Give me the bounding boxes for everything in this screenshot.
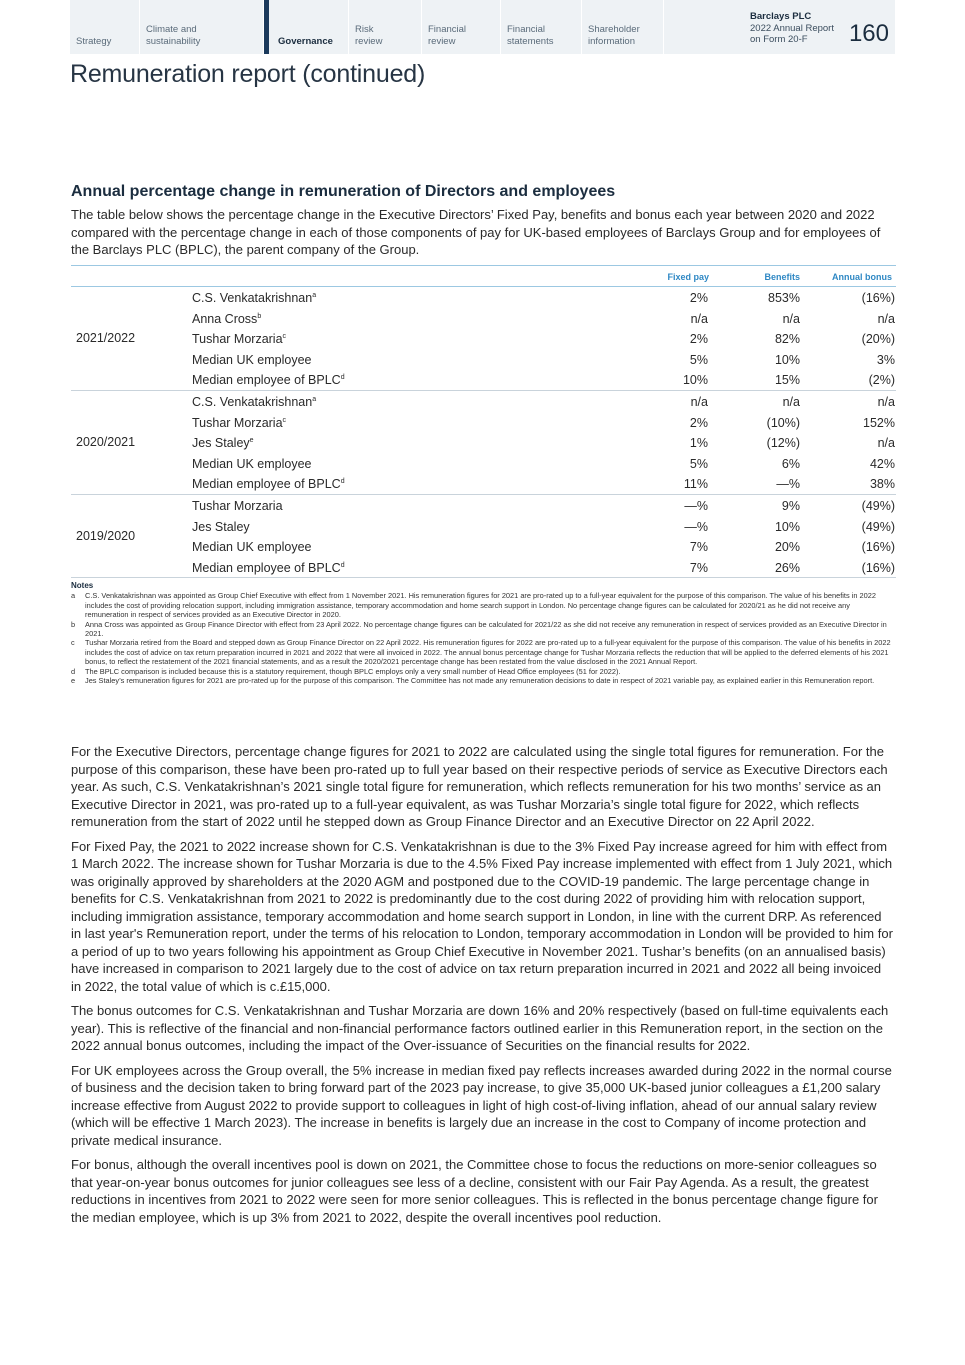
benefits-value: 853% [768,291,800,305]
row-name: C.S. Venkatakrishnan$^a$ [192,291,317,305]
body-text [71,743,893,1233]
benefits-value: 20% [774,540,800,555]
table-row [71,349,896,370]
header-benefits: Benefits [764,272,800,282]
top-navigation [70,0,895,54]
row-name: Median employee of BPLC$^d$ [192,373,345,388]
nav-tab-strategy[interactable]: Strategy [70,0,140,54]
row-name: Median employee of BPLC$^d$ [192,477,345,492]
note-ref: a [312,291,317,299]
table-row [71,432,896,453]
nav-tab-governance[interactable]: Governance [264,0,349,54]
benefits-value: 9% [781,498,800,513]
report-brand [750,11,834,46]
note-ref: d [340,374,345,382]
annual-bonus-value: n/a [877,394,895,409]
benefits-value: 26% [774,560,800,575]
note-text: Tushar Morzaria retired from the Board and stepped down as Group Finance Director on 22 April 2022. His remuneration figures for 2022 are pro-rated up to a full-year equivalent for the purpose of this comparison. The value of his benefits in 2022 includes the cost of advice on tax return preparation incurred in 2021 and 2022 that were all invoiced in 2022. The annual bonus percentage change for Tushar Morzaria reflects the reduction that will be applied to the deferred elements of his 2021 bonus, to reflect the restatement of the 2021 financial statements, and as a result the 2020/2021 percentage change has been restated from the value disclosed in the 2021 Annual Report. [85,638,891,667]
annual-bonus-value: (16%) [861,560,895,575]
section-intro: The table below shows the percentage change in the Executive Directors’ Fixed Pay, benefits and bonus each year between 2020 and 2022 compared with the percentage change in each of those components of pay for UK-based employees of Barclays Group and for employees of the Barclays PLC (BPLC), the parent company of the Group. [71,207,881,257]
note-letter: d [71,666,76,676]
body-paragraph: For Fixed Pay, the 2021 to 2022 increase shown for C.S. Venkatakrishnan is due to the 3% Fixed Pay increase agreed for him with effect from 1 March 2022. The increase shown for Tushar Morzaria is due to the 4.5% Fixed Pay increase implemented with effect from 1 July 2021, which was originally approved by shareholders at the 2020 AGM and postponed due to the COVID-19 pandemic. The large percentage change in benefits for C.S. Venkatakrishnan from 2021 to 2022 is predominantly due to the cost during 2022 of providing him with relocation support, including immigration assistance, temporary accommodation and home search support in London, in line with the current DRP. As referenced in last year's Remuneration report, under the terms of his relocation to London, temporary accommodation in London will be provided to him for a period of up to two years following his appointment as Group Chief Executive in November 2021. Tushar’s benefits (on an annualised basis) have increased in comparison to 2021 largely due to the cost of advice on tax return preparation incurred in 2021 and 2022 all being invoiced in 2022, the total value of which is c.£15,000. [71,838,893,994]
row-name: Tushar Morzaria [192,498,283,513]
row-name: C.S. Venkatakrishnan$^a$ [192,394,317,409]
annual-bonus-value: (16%) [861,291,895,305]
table-row [71,308,896,329]
group-year: 2021/2022 [76,331,136,346]
annual-bonus-value: n/a [877,436,895,451]
benefits-value: (12%) [766,436,800,451]
annual-bonus-value: (49%) [861,498,895,513]
annual-bonus-value: (16%) [861,540,895,555]
benefits-value: 82% [774,332,800,347]
notes-section [71,581,893,685]
note-ref: b [257,312,262,320]
fixed-pay-value: 1% [689,436,708,451]
page-title: Remuneration report (continued) [70,60,426,88]
table-row [71,453,896,474]
annual-bonus-value: (20%) [861,332,895,347]
note-letter: b [71,619,76,629]
table-row [71,391,896,412]
note-ref: d [340,561,345,569]
fixed-pay-value: —% [684,498,708,513]
fixed-pay-value: 2% [689,415,708,430]
page-number: 160 [848,20,889,47]
row-name: Tushar Morzaria$^c$ [192,415,287,430]
note-ref: c [282,416,287,424]
note-text: The BPLC comparison is included because this is a statutory requirement, though BPLC employs only a very small number of Head Office employees (51 for 2022). [85,666,621,676]
fixed-pay-value: 11% [683,477,708,492]
table-group [71,494,896,578]
nav-tab-shareholder-information[interactable]: Shareholder information [582,0,664,54]
group-year: 2020/2021 [76,435,136,450]
note-item [71,591,893,619]
benefits-value: 10% [774,519,800,534]
table-row [71,557,896,578]
nav-tab-financial-review[interactable]: Financial review [422,0,501,54]
note-text: Jes Staley’s remuneration figures for 2021 are pro-rated up for the purpose of this comparison. The Committee has not made any remuneration decisions to date in respect of 2021 variable pay, as explained earlier in this Remuneration report. [85,676,875,686]
fixed-pay-value: 2% [689,291,708,305]
section-heading: Annual percentage change in remuneration of Directors and employees [71,183,616,200]
note-text: C.S. Venkatakrishnan was appointed as Group Chief Executive with effect from 1 November 2021. His remuneration figures for 2021 are pro-rated up to a full-year equivalent for the purpose of this comparison. The value of his benefits in 2022 includes the cost of providing relocation support, including immigration assistance, temporary accommodation and home search support in London. No percentage change figures can be calculated for 2020/21 as he did not receive any remuneration in respect of services provided as an Executive Director in 2020. [85,591,876,620]
benefits-value: 6% [781,456,800,471]
benefits-value: 15% [774,373,800,388]
notes-title: Notes [71,581,94,590]
percentage-change-table [71,265,896,578]
table-row [71,412,896,433]
note-ref: c [282,333,287,341]
annual-bonus-value: (49%) [861,519,895,534]
table-group [71,390,896,494]
report-line-1: 2022 Annual Report [750,22,834,34]
table-header [71,266,896,286]
note-ref: e [249,437,254,444]
annual-bonus-value: 38% [869,477,895,492]
annual-bonus-value: 42% [869,456,895,471]
benefits-value: 10% [774,352,800,367]
row-name: Anna Cross$^b$ [192,311,262,326]
fixed-pay-value: 10% [682,373,708,388]
body-paragraph: The bonus outcomes for C.S. Venkatakrishnan and Tushar Morzaria are down 16% and 20% respectively (based on full-time equivalents each year). This is reflective of the financial and non-financial performance factors outlined earlier in this Remuneration report, in the section on the 2022 annual bonus outcomes, including the impact of the Over-issuance of Securities on the financial results for 2022. [71,1003,889,1053]
annual-bonus-value: (2%) [868,373,895,388]
fixed-pay-value: n/a [690,311,708,326]
table-row [71,516,896,537]
benefits-value: n/a [782,311,800,326]
annual-bonus-value: n/a [877,311,895,326]
nav-tab-risk-review[interactable]: Risk review [349,0,422,54]
report-line-2: on Form 20-F [750,34,808,45]
fixed-pay-value: 7% [689,560,708,575]
benefits-value: n/a [782,394,800,409]
row-name: Median employee of BPLC$^d$ [192,560,345,575]
note-ref: d [340,478,345,486]
note-text: Anna Cross was appointed as Group Finance Director with effect from 23 April 2022. No percentage change figures can be calculated for 2021/22 as she did not receive any remuneration in respect of services provided as an Executive Director in 2021. [85,619,887,639]
fixed-pay-value: n/a [690,394,708,409]
table-row [71,328,896,349]
fixed-pay-value: 5% [689,456,708,471]
row-name: Jes Staley$^e$ [192,436,254,451]
annual-bonus-value: 152% [863,415,895,430]
header-fixed-pay: Fixed pay [667,272,709,282]
header-annual-bonus: Annual bonus [832,272,892,282]
annual-bonus-value: 3% [876,352,895,367]
row-name: Jes Staley [192,519,250,534]
body-paragraph: For bonus, although the overall incentives pool is down on 2021, the Committee chose to focus the reductions on more-senior colleagues so that year-on-year bonus outcomes for junior colleagues see less of a decline, consistent with our Fair Pay Agenda. As a result, the greatest reductions in incentives from 2021 to 2022 were seen for more senior colleagues. This is reflected in the bonus percentage change figure for the median employee, which is up 3% from 2021 to 2022, despite the overall incentives pool reduction. [71,1157,878,1225]
benefits-value: (10%) [766,415,800,430]
note-letter: e [71,676,76,686]
note-item [71,638,893,666]
note-item [71,620,893,639]
nav-brand-area [664,0,895,54]
nav-tab-climate[interactable]: Climate and sustainability [140,0,264,54]
table-row [71,536,896,557]
group-year: 2019/2020 [76,529,136,544]
table-group [71,286,896,390]
fixed-pay-value: 2% [689,332,708,347]
note-item [71,676,893,685]
table-row [71,495,896,516]
body-paragraph: For the Executive Directors, percentage change figures for 2021 to 2022 are calculated using the single total figures for remuneration. For the purpose of this comparison, these have been pro-rated up to full year based on their respective periods of service as Executive Directors each year. As such, C.S. Venkatakrishnan’s 2021 single total figure for remuneration, which reflects remuneration for his two months’ service as an Executive Director in 2021, was pro-rated up to a full-year equivalent, as was Tushar Morzaria’s single total figure for 2022, which reflects remuneration from the start of 2022 until he stepped down as Group Finance Director and an Executive Director on 22 April 2022. [71,744,888,829]
note-item [71,667,893,676]
note-ref: a [312,395,317,403]
fixed-pay-value: 7% [689,540,708,555]
brand-name: Barclays PLC [750,11,812,22]
note-letter: c [71,638,75,648]
row-name: Median UK employee [192,540,312,555]
row-name: Median UK employee [192,352,312,367]
fixed-pay-value: —% [684,519,708,534]
row-name: Median UK employee [192,456,312,471]
table-row [71,369,896,390]
benefits-value: —% [776,477,800,492]
body-paragraph: For UK employees across the Group overall, the 5% increase in median fixed pay reflects increases awarded during 2022 in the normal course of business and the decision taken to bring forward part of the 2023 pay increase, to give 35,000 UK-based junior colleagues a £1,200 salary increase effective from August 2022 to provide support to colleagues in light of high cost-of-living inflation, ahead of our annual salary review (which will be effective 1 March 2023). The increase in benefits is largely due an increase in the cost to Company of income protection and private medical insurance. [71,1062,892,1148]
table-row [71,473,896,494]
fixed-pay-value: 5% [689,352,708,367]
note-letter: a [71,591,76,601]
row-name: Tushar Morzaria$^c$ [192,332,287,347]
nav-tab-financial-statements[interactable]: Financial statements [501,0,582,54]
table-row [71,287,896,308]
